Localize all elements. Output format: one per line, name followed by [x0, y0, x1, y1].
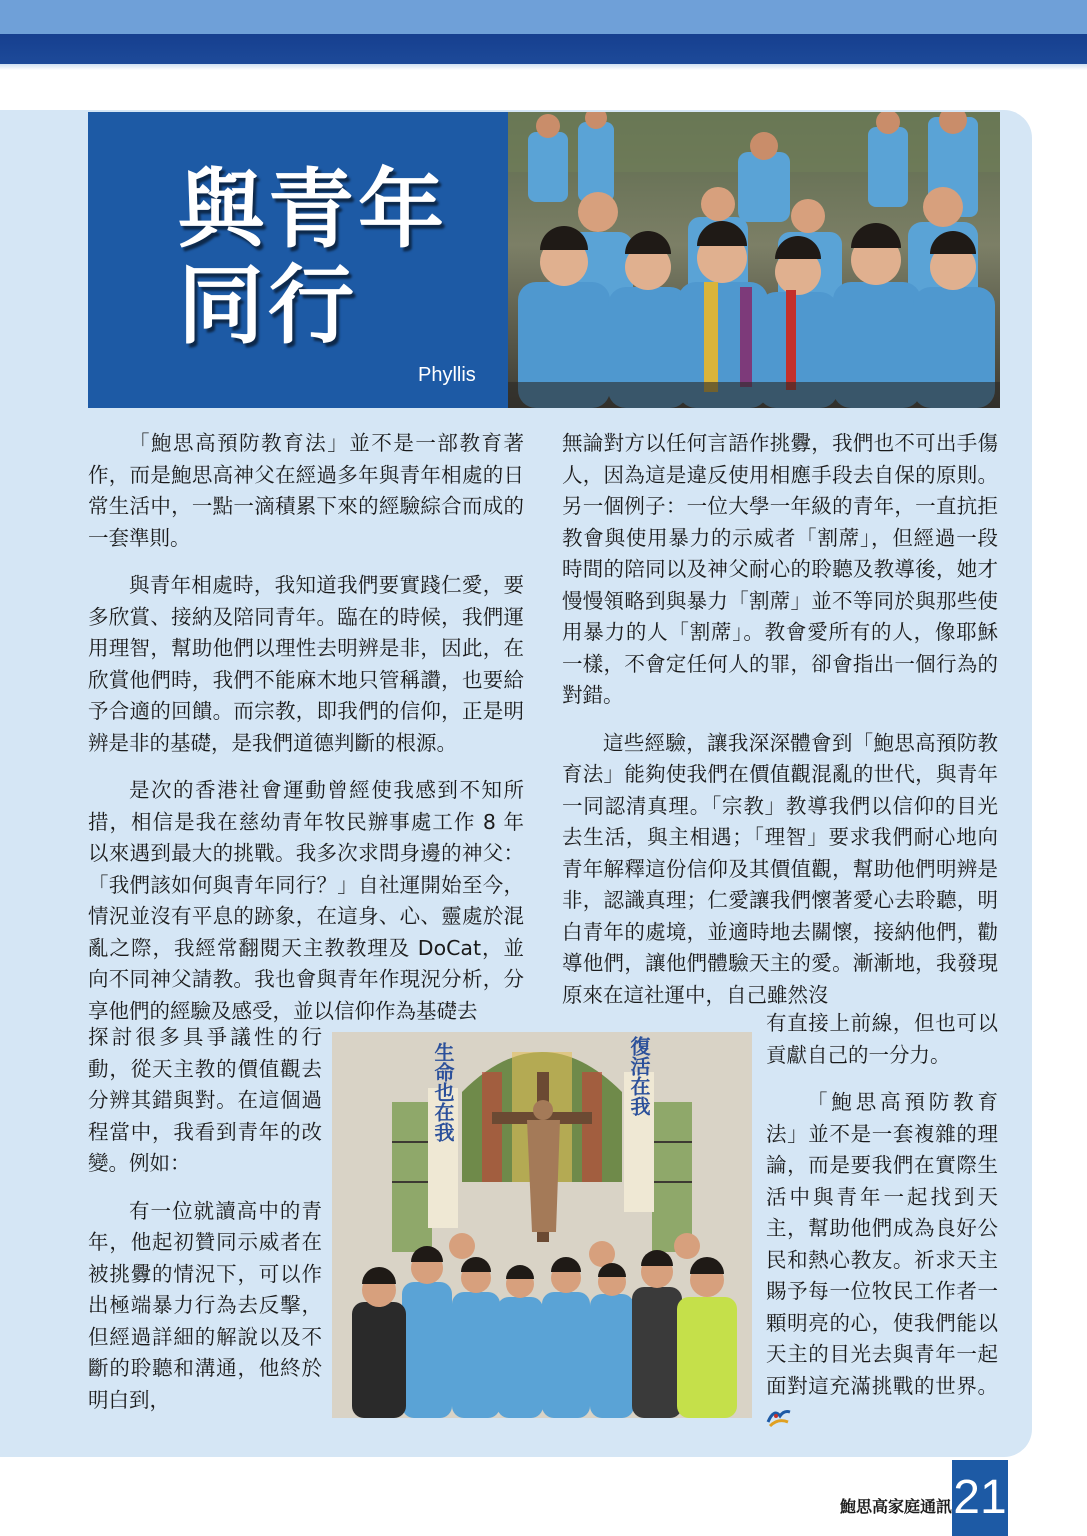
article-paragraph: 這些經驗，讓我深深體會到「鮑思高預防教育法」能夠使我們在價值觀混亂的世代，與青年一同認清真理。「宗教」教導我們以信仰的目光去生活，與主相遇；「理智」要求我們耐心地向青年解釋這份信仰及其價值觀，幫助他們明辨是非，認識真理；仁愛讓我們懷著愛心去聆聽，明白青年的處境，並適時地去關懷，接納他們，勸導他們，讓他們體驗天主的愛。漸漸地，我發現原來在這社運中，自己雖然沒	[562, 730, 998, 1007]
salesian-logo-icon	[766, 1406, 792, 1428]
banner-left-text: 生命也在我	[431, 1042, 455, 1142]
author-name: Phyllis	[418, 364, 476, 386]
article-paragraph: 無論對方以任何言語作挑釁，我們也不可出手傷人，因為這是違反使用相應手段去自保的原則。另一個例子：一位大學一年級的青年，一直抗拒教會與使用暴力的示威者「割蓆」，但經過一段時間的陪同以及神父耐心的聆聽及教導後，她才慢慢領略到與暴力「割蓆」並不等同於與那些使用暴力的人「割蓆」。教會愛所有的人，像耶穌一樣，不會定任何人的罪，卻會指出一個行為的對錯。	[562, 431, 998, 707]
group-photo-church	[332, 1032, 752, 1418]
article-paragraph	[766, 1087, 998, 1434]
header-band	[0, 0, 1087, 70]
article-right-column	[562, 428, 998, 1011]
article-paragraph: 有直接上前線，但也可以貢獻自己的一分力。	[766, 1011, 998, 1067]
article-paragraph: 與青年相處時，我知道我們要實踐仁愛，要多欣賞、接納及陪同青年。臨在的時候，我們運用理智，幫助他們以理性去明辨是非，因此，在欣賞他們時，我們不能麻木地只管稱讚，也要給予合適的回饋。而宗教，即我們的信仰，正是明辨是非的基礎，是我們道德判斷的根源。	[88, 573, 524, 755]
article-title: 與青年 同行	[178, 160, 448, 356]
article-paragraph: 「鮑思高預防教育法」並不是一部教育著作，而是鮑思高神父在經過多年與青年相處的日常生活中，一點一滴積累下來的經驗綜合而成的一套準則。	[88, 431, 524, 550]
banner-right-text: 復活在我	[627, 1036, 651, 1116]
page-number: 21	[952, 1460, 1008, 1536]
article-left-column	[88, 428, 524, 1027]
article-paragraph: 是次的香港社會運動曾經使我感到不知所措，相信是我在慈幼青年牧民辦事處工作 8 年以來遇到最大的挑戰。我多次求問身邊的神父：「我們該如何與青年同行？」自社運開始至今，情況並沒有平息的跡象，在這身、心、靈處於混亂之際，我經常翻閱天主教教理及 DoCat，並向不同神父請教。我也會與青年作現況分析，分享他們的經驗及感受，並以信仰作為基礎去	[88, 778, 524, 1023]
group-photo-outdoor	[508, 112, 1000, 408]
article-paragraph-text: 「鮑思高預防教育法」並不是一套複雜的理論，而是要我們在實際生活中與青年一起找到天主，幫助他們成為良好公民和熱心教友。祈求天主賜予每一位牧民工作者一顆明亮的心，使我們能以天主的目光去與青年一起面對這充滿挑戰的世界。	[766, 1090, 998, 1398]
article-paragraph: 探討很多具爭議性的行動，從天主教的價值觀去分辨其錯與對。在這個過程當中，我看到青年的改變。例如：	[88, 1025, 322, 1175]
article-right-narrow-column	[766, 1008, 998, 1434]
article-paragraph: 有一位就讀高中的青年，他起初贊同示威者在被挑釁的情況下，可以作出極端暴力行為去反擊，但經過詳細的解說以及不斷的聆聽和溝通，他終於明白到，	[88, 1198, 322, 1412]
publication-name: 鮑思高家庭通訊	[840, 1497, 953, 1516]
article-left-narrow-column	[88, 1022, 322, 1416]
